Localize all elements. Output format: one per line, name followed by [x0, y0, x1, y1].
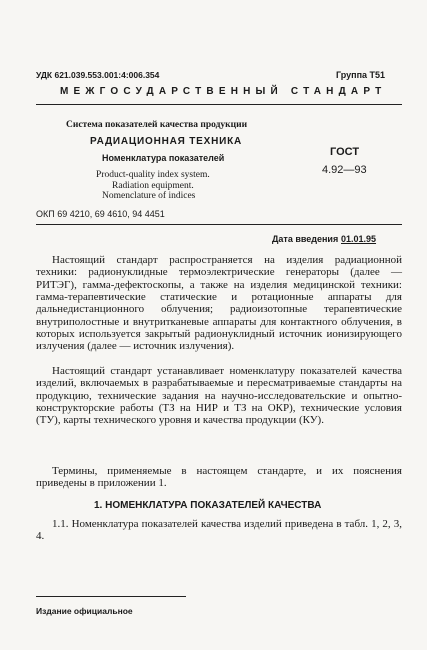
paragraph-1-1 [36, 518, 402, 543]
effective-date-value: 01.01.95 [341, 234, 377, 244]
edition-note: Издание официальное [36, 606, 133, 616]
english-title-line-2: Radiation equipment. [112, 181, 194, 191]
document-title: РАДИАЦИОННАЯ ТЕХНИКА [90, 136, 243, 147]
paragraph-scope [36, 254, 402, 353]
okp-codes: ОКП 69 4210, 69 4610, 94 4451 [36, 209, 165, 219]
standard-type-heading: МЕЖГОСУДАРСТВЕННЫЙ СТАНДАРТ [60, 86, 387, 97]
paragraph-scope-text: Настоящий стандарт распространяется на изделия радиационной техники: радионуклидные термоэлектрические генераторы (далее — РИТЭГ), гамма-дефектоскопы, а также на изделия медицинской техники: гамма-терапевтические статические и ротационные аппараты для дальнедистанционного облучения; радиоизотопные терапевтические внутриполостные и внутритканевые аппараты для контактного облучения, в которых используется закрытый радионуклидный источник ионизирующего излучения (далее — источник излучения). [36, 254, 402, 353]
group-code: Группа Т51 [336, 70, 386, 80]
footer-rule [36, 596, 186, 597]
paragraph-terms [36, 465, 402, 490]
gost-number: 4.92—93 [322, 164, 367, 176]
paragraph-terms-text: Термины, применяемые в настоящем стандарте, и их пояснения приведены в приложении 1. [36, 465, 402, 490]
english-title-line-1: Product-quality index system. [96, 170, 210, 180]
paragraph-purpose [36, 365, 402, 427]
document-subtitle: Номенклатура показателей [102, 153, 225, 163]
udk-code: УДК 621.039.553.001:4:006.354 [36, 70, 160, 80]
paragraph-purpose-text: Настоящий стандарт устанавливает номенклатуру показателей качества изделий, включаемых в разрабатываемые и пересматриваемые стандарты на продукцию, технические задания на научно-исследовательские и опытно-конструкторские работы (ТЗ на НИР и ТЗ на ОКР), технические условия (ТУ), карты технического уровня и качества продукции (КУ). [36, 365, 402, 427]
paragraph-1-1-text: 1.1. Номенклатура показателей качества изделий приведена в табл. 1, 2, 3, 4. [36, 518, 402, 543]
system-title: Система показателей качества продукции [66, 120, 248, 130]
gost-label: ГОСТ [330, 146, 360, 158]
english-title-line-3: Nomenclature of indices [102, 191, 196, 201]
section-heading: 1. НОМЕНКЛАТУРА ПОКАЗАТЕЛЕЙ КАЧЕСТВА [94, 500, 322, 511]
effective-date-label: Дата введения [272, 234, 339, 244]
title-rule [36, 224, 402, 225]
header-rule [36, 104, 402, 105]
